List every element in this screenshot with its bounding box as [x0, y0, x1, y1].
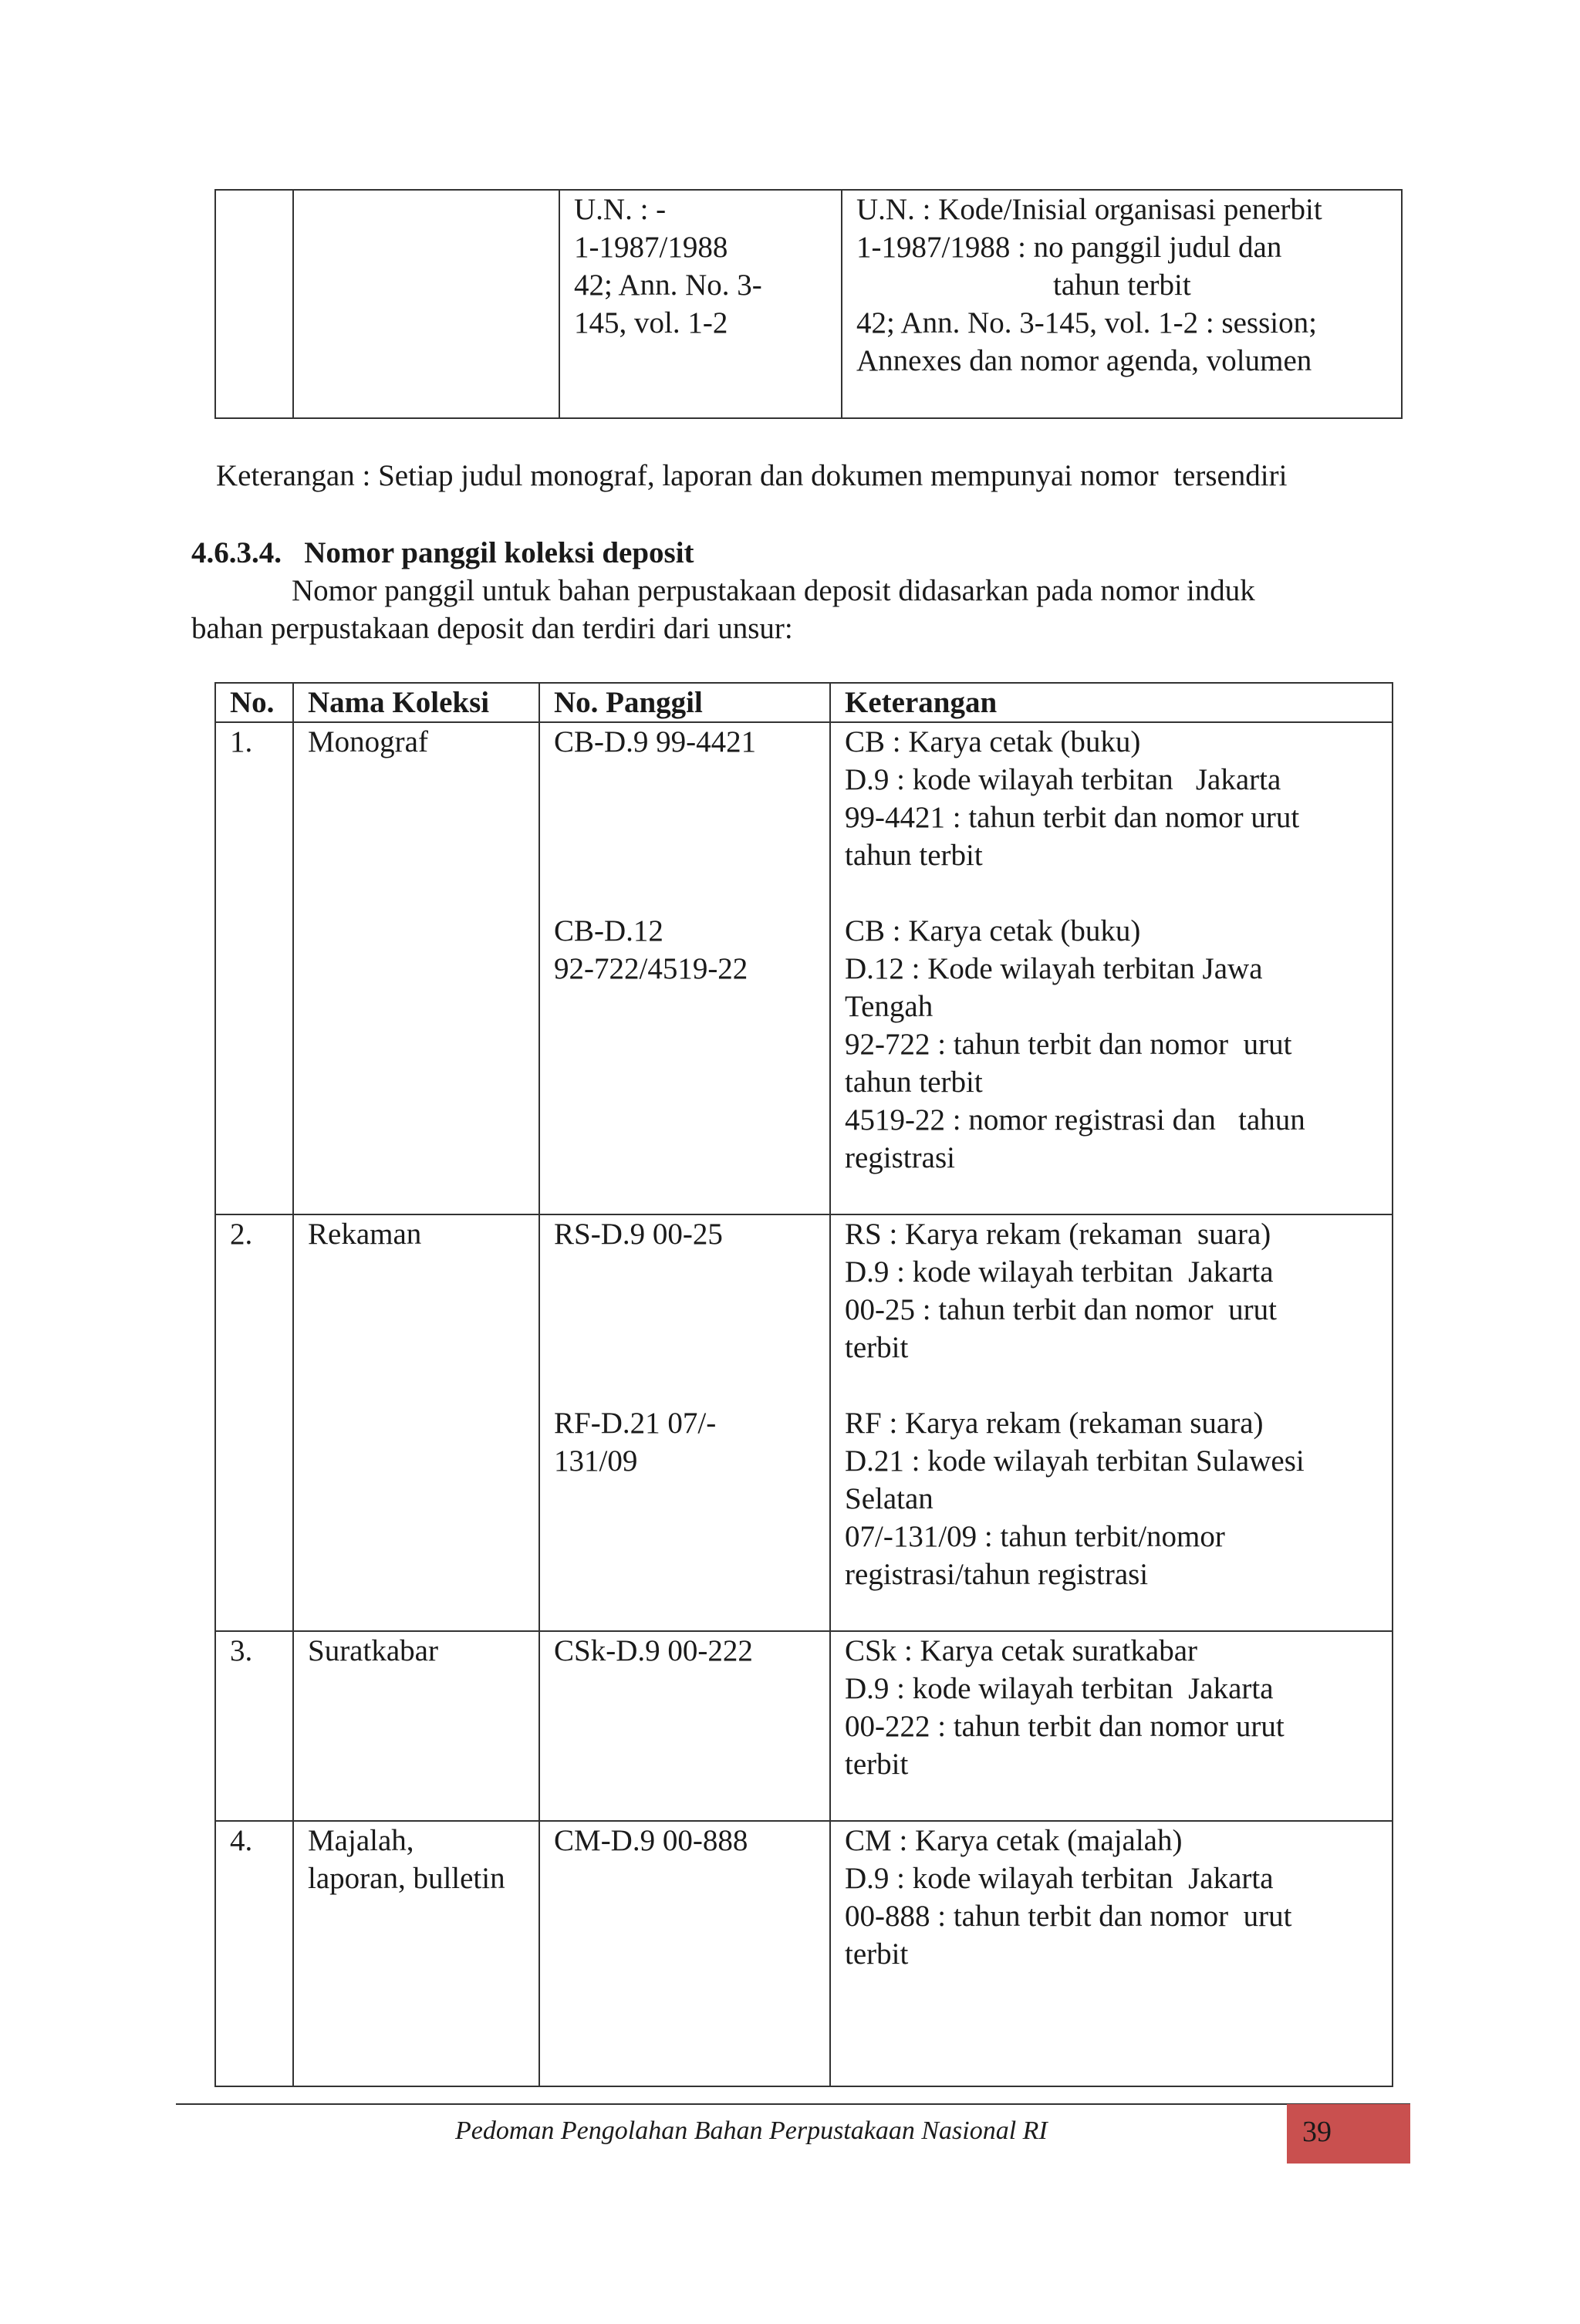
cell-line: 00-888 : tahun terbit dan nomor urut — [845, 1900, 1292, 1933]
cell-line: 131/09 — [554, 1444, 638, 1478]
table-row — [215, 1821, 1393, 2086]
cell-line: tahun terbit — [1053, 269, 1191, 302]
cell-no — [215, 722, 293, 1214]
header-nama-koleksi: Nama Koleksi — [293, 683, 539, 722]
cell-line: 4519-22 : nomor registrasi dan tahun — [845, 1103, 1305, 1137]
cell-line: D.9 : kode wilayah terbitan Jakarta — [845, 1862, 1274, 1895]
table-row — [215, 1214, 1393, 1631]
table-header-row — [215, 683, 1393, 722]
cell-panggil — [539, 1631, 830, 1821]
cell-line: Tengah — [845, 990, 933, 1023]
cell-line: terbit — [845, 1748, 909, 1781]
cell-keterangan — [830, 1214, 1393, 1631]
cell-line: RF : Karya rekam (rekaman suara) — [845, 1407, 1264, 1440]
page-number: 39 — [1302, 2116, 1332, 2148]
cell-line: CSk : Karya cetak suratkabar — [845, 1634, 1197, 1667]
cell-line: 07/-131/09 : tahun terbit/nomor — [845, 1520, 1225, 1553]
cell-panggil — [539, 722, 830, 1214]
cell-line: Annexes dan nomor agenda, volumen — [856, 344, 1312, 377]
cell-line: CB : Karya cetak (buku) — [845, 725, 1141, 758]
cell-line: 42; Ann. No. 3-145, vol. 1-2 : session; — [856, 306, 1317, 339]
spacer — [554, 1253, 829, 1291]
cell-keterangan — [830, 1631, 1393, 1821]
cell-line: D.9 : kode wilayah terbitan Jakarta — [845, 1672, 1274, 1705]
cell-line: 145, vol. 1-2 — [574, 306, 728, 339]
cell-line: CB-D.9 99-4421 — [554, 725, 757, 758]
table-note: Keterangan : Setiap judul monograf, laporan dan dokumen mempunyai nomor tersendiri — [216, 459, 1288, 492]
cell-line: U.N. : - — [574, 193, 667, 226]
spacer — [554, 1366, 829, 1404]
cell-line: registrasi/tahun registrasi — [845, 1558, 1149, 1591]
cell-line: 00-222 : tahun terbit dan nomor urut — [845, 1710, 1285, 1743]
cell-line: 42; Ann. No. 3- — [574, 269, 762, 302]
call-number-table — [214, 682, 1393, 2087]
cell-line: Rekaman — [308, 1218, 422, 1251]
table-cell — [215, 190, 293, 418]
footer-title: Pedoman Pengolahan Bahan Perpustakaan Nasional RI — [455, 2116, 1048, 2145]
section-heading: 4.6.3.4. Nomor panggil koleksi deposit — [191, 536, 694, 569]
header-no: No. — [215, 683, 293, 722]
cell-line: 1-1987/1988 : no panggil judul dan — [856, 231, 1282, 264]
cell-line: tahun terbit — [845, 1066, 983, 1099]
cell-line: tahun terbit — [845, 839, 983, 872]
cell-line: Majalah, — [308, 1824, 414, 1857]
section-intro — [191, 572, 1255, 647]
cell-line: 92-722 : tahun terbit dan nomor urut — [845, 1028, 1292, 1061]
page-number-badge — [1287, 2104, 1410, 2164]
header-keterangan: Keterangan — [830, 683, 1393, 722]
continued-table — [214, 189, 1403, 419]
intro-line: Nomor panggil untuk bahan perpustakaan deposit didasarkan pada nomor induk — [292, 574, 1255, 607]
cell-line: Monograf — [308, 725, 428, 758]
intro-line: bahan perpustakaan deposit dan terdiri dari unsur: — [191, 612, 793, 645]
cell-nama — [293, 722, 539, 1214]
cell-nama — [293, 1214, 539, 1631]
spacer — [845, 1366, 1392, 1404]
cell-line: D.21 : kode wilayah terbitan Sulawesi — [845, 1444, 1305, 1478]
cell-line: 1. — [230, 725, 253, 758]
cell-line: RS : Karya rekam (rekaman suara) — [845, 1218, 1271, 1251]
cell-line: RF-D.21 07/- — [554, 1407, 717, 1440]
table-cell — [293, 190, 559, 418]
cell-line: terbit — [845, 1331, 909, 1364]
spacer — [845, 874, 1392, 912]
cell-line: CM-D.9 00-888 — [554, 1824, 748, 1857]
cell-line: 3. — [230, 1634, 253, 1667]
cell-line: laporan, bulletin — [308, 1862, 505, 1895]
cell-no — [215, 1821, 293, 2086]
cell-line: U.N. : Kode/Inisial organisasi penerbit — [856, 193, 1322, 226]
cell-no — [215, 1214, 293, 1631]
table-cell — [842, 190, 1402, 418]
table-row — [215, 1631, 1393, 1821]
cell-line: 2. — [230, 1218, 253, 1251]
cell-line: CM : Karya cetak (majalah) — [845, 1824, 1183, 1857]
table-row — [215, 722, 1393, 1214]
cell-panggil — [539, 1821, 830, 2086]
spacer — [554, 761, 829, 799]
table-row — [215, 190, 1402, 418]
cell-keterangan — [830, 722, 1393, 1214]
cell-panggil — [539, 1214, 830, 1631]
cell-line: CB : Karya cetak (buku) — [845, 914, 1141, 948]
cell-line: 99-4421 : tahun terbit dan nomor urut — [845, 801, 1300, 834]
cell-line: registrasi — [845, 1141, 955, 1174]
spacer — [554, 799, 829, 836]
cell-line: terbit — [845, 1937, 909, 1971]
cell-line: Selatan — [845, 1482, 933, 1515]
cell-line: 92-722/4519-22 — [554, 952, 748, 985]
header-no-panggil: No. Panggil — [539, 683, 830, 722]
cell-line: Suratkabar — [308, 1634, 438, 1667]
cell-line: D.9 : kode wilayah terbitan Jakarta — [845, 1255, 1274, 1289]
cell-no — [215, 1631, 293, 1821]
spacer — [554, 874, 829, 912]
cell-line: 4. — [230, 1824, 253, 1857]
cell-line: RS-D.9 00-25 — [554, 1218, 723, 1251]
cell-line: 1-1987/1988 — [574, 231, 728, 264]
spacer — [554, 1291, 829, 1329]
cell-nama — [293, 1631, 539, 1821]
cell-line: D.9 : kode wilayah terbitan Jakarta — [845, 763, 1281, 796]
cell-nama — [293, 1821, 539, 2086]
cell-line: CSk-D.9 00-222 — [554, 1634, 753, 1667]
spacer — [554, 1329, 829, 1366]
cell-line: CB-D.12 — [554, 914, 663, 948]
cell-line: 00-25 : tahun terbit dan nomor urut — [845, 1293, 1277, 1326]
cell-line: D.12 : Kode wilayah terbitan Jawa — [845, 952, 1263, 985]
footer-divider — [176, 2103, 1410, 2105]
table-cell — [559, 190, 842, 418]
spacer — [554, 836, 829, 874]
cell-keterangan — [830, 1821, 1393, 2086]
